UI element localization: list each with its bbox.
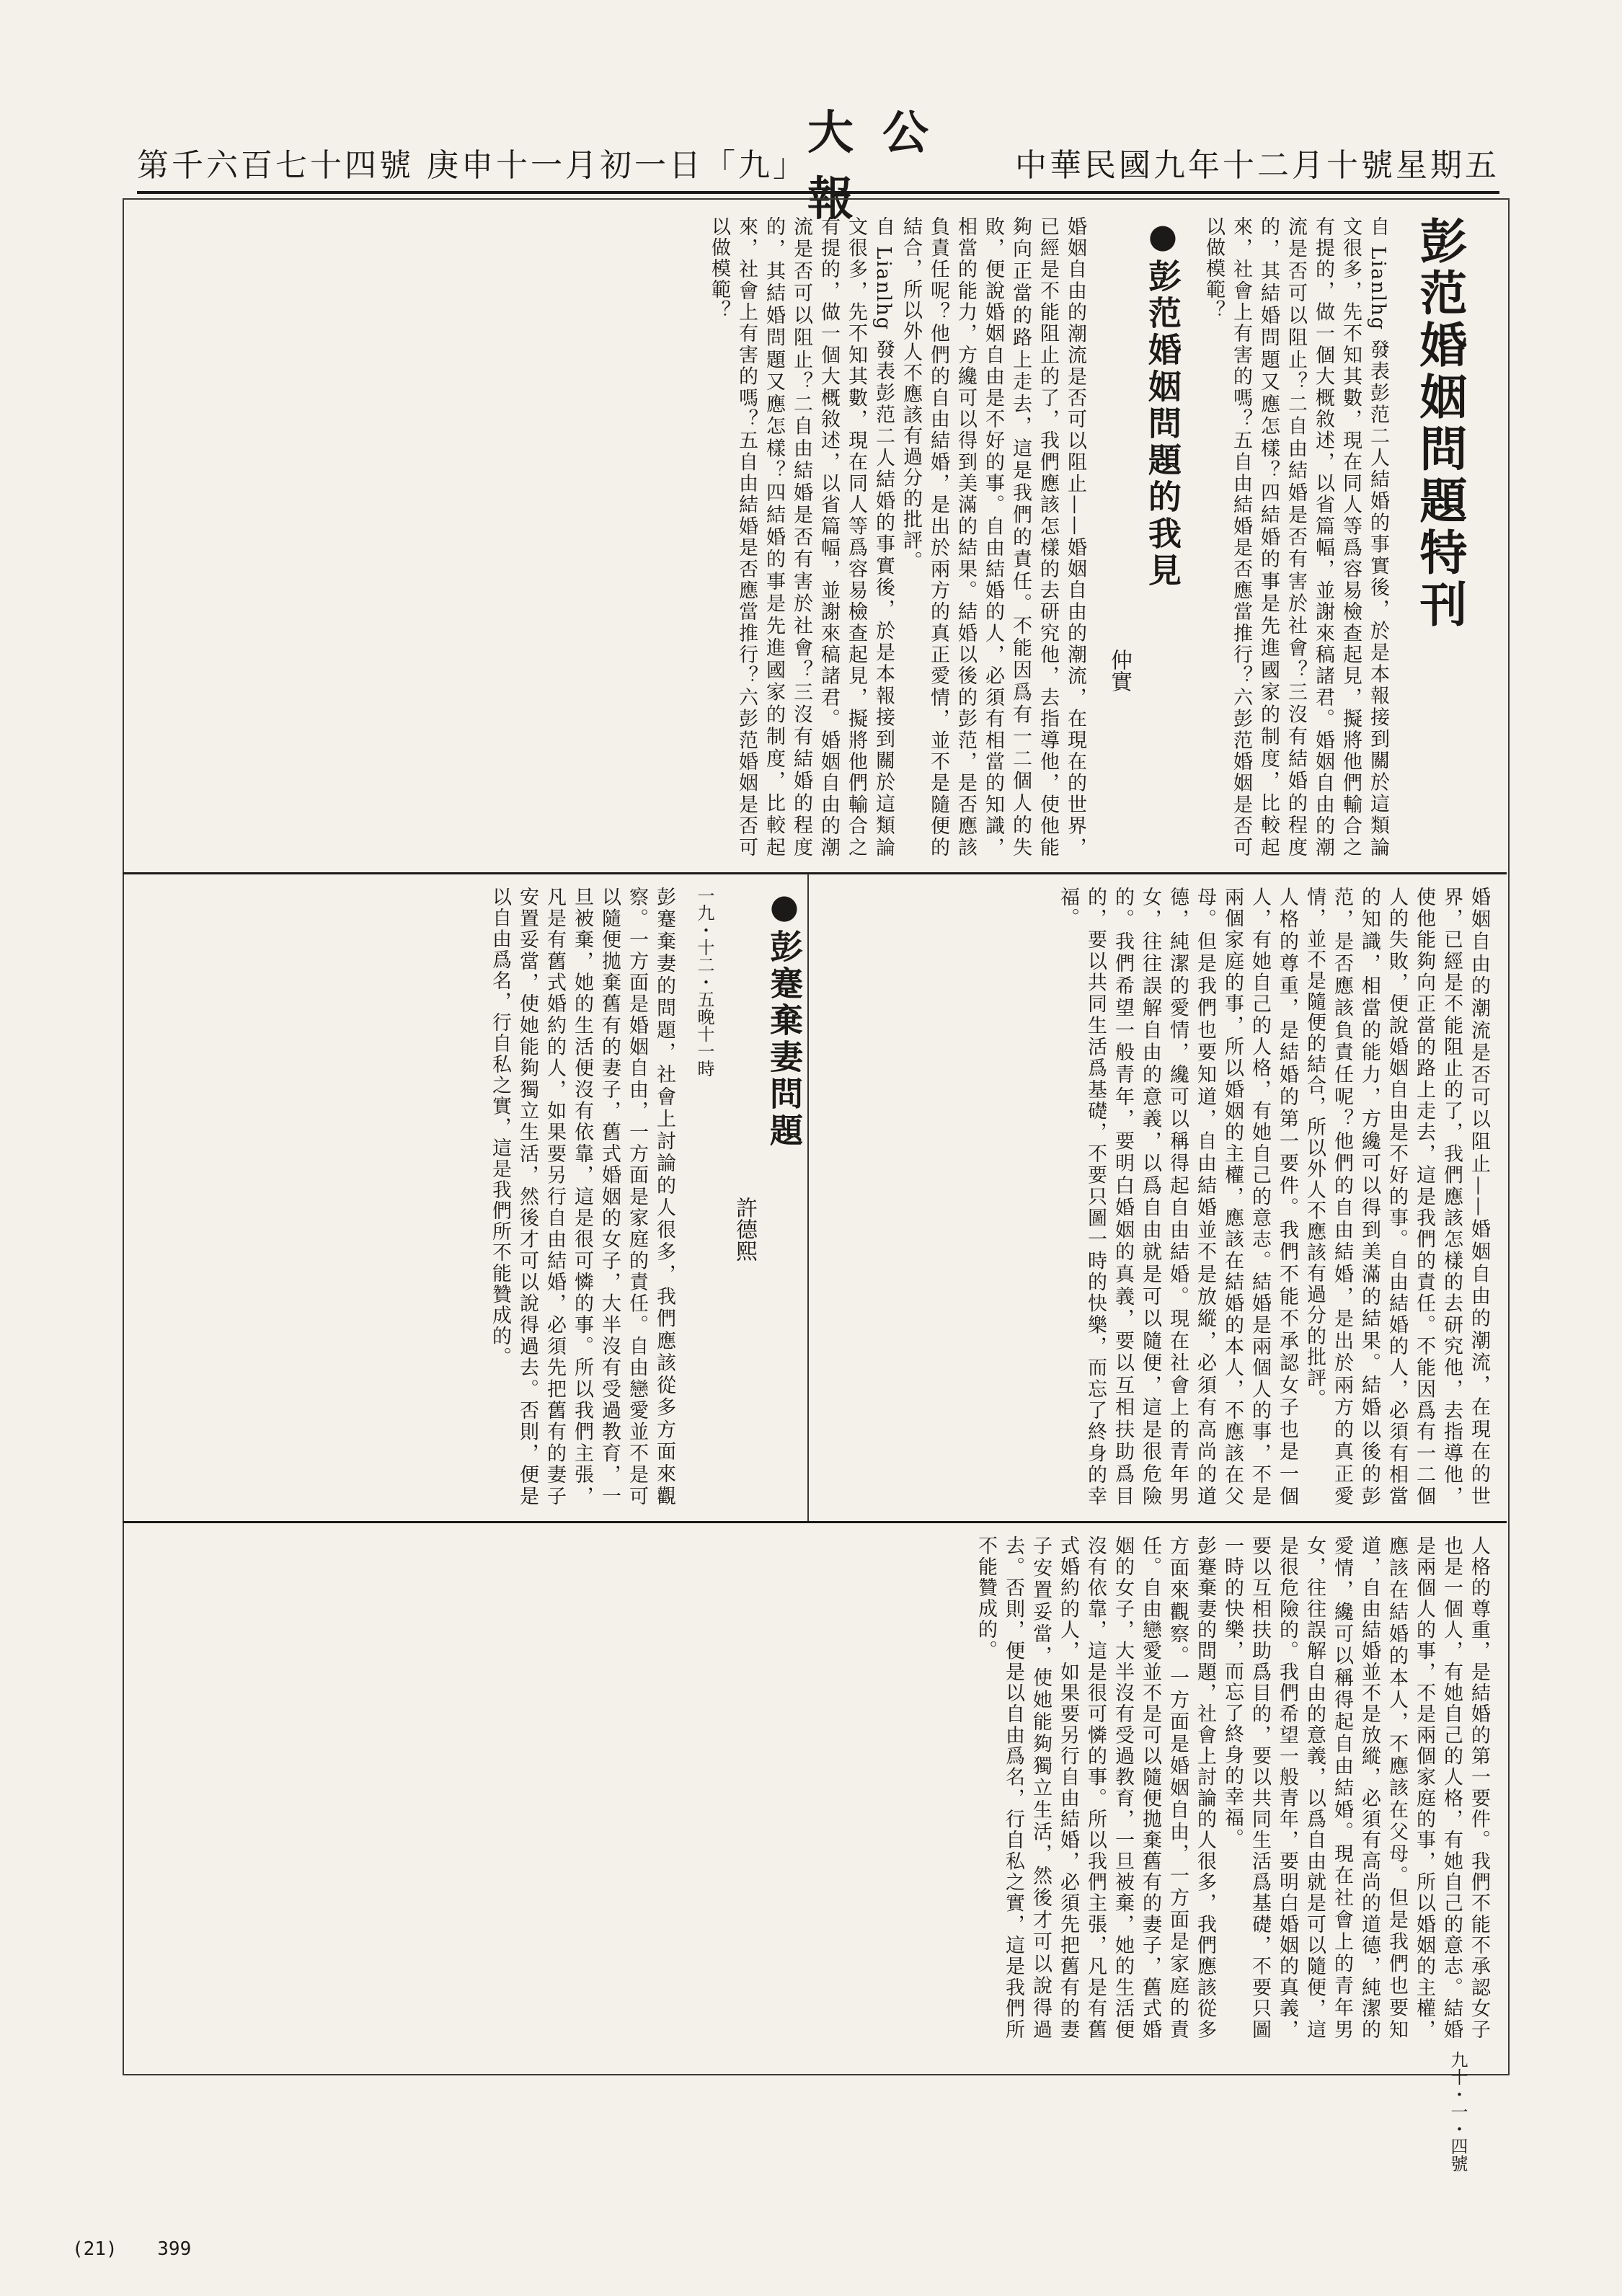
section1-author: 仲實 [1107,649,1132,692]
intro-text: 自 Lianlhg 發表彭范二人結婚的事實後，於是本報接到關於這類論文很多，先不知其數，現在同人等爲容易檢查起見，擬將他們輸合之有提的，做一個大概敘述，以省篇幅，並謝來稿諸君。婚姻自由的潮流是否可以阻止？二自由結婚是否有害於社會？三沒有結婚的程度的，其結婚問題又應怎樣？四結婚的事是先進國家的制度，比較起來，社會上有害的嗎？五自由結婚是否應當推行？六彭范婚姻是否可以做模範？ [1202,216,1389,858]
bottom-columns [137,1535,1492,2040]
page-mark: 九十・一・四號 [1448,2051,1468,2172]
section2-text: 婚姻自由的潮流是否可以阻止——婚姻自由的潮流，在現在的世界，已經是不能阻止的了，我們應該怎樣的去研究他，去指導他，使他能夠向正當的路上走去，這是我們的責任。不能因爲有一二個人的失敗，便說婚姻自由是不好的事。自由結婚的人，必須有相當的知識，相當的能力，方纔可以得到美滿的結果。結婚以後的彭范，是否應該負責任呢？他們的自由結婚，是出於兩方的真正愛情，並不是隨便的結合，所以外人不應該有過分的批評。 [900,216,1086,858]
middle-right-columns [822,887,1492,1507]
article2-title: ●彭蹇棄妻問題 [765,887,804,1150]
intro-paragraph [1197,216,1391,858]
newspaper-brand: 大公報 [807,106,957,226]
section1-title: ●彭范婚姻問題的我見 [1143,216,1182,590]
middle-right-text-2: 人格的尊重，是結婚的第一要件。我們不能不承認女子也是一個人，有她自己的人格，有她自己的意志。結婚是兩個人的事，不是兩個家庭的事，所以婚姻的主權，應該在結婚的本人，不應該在父母。但是我們也要知道，自由結婚並不是放縱，必須有高尚的道德，純潔的愛情，纔可以稱得起自由結婚。現在社會上的青年男女，往往誤解自由的意義，以爲自由就是可以隨便，這是很危險的。我們希望一般青年，要明白婚姻的真義，要以互相扶助爲目的，要以共同生活爲基礎，不要只圖一時的快樂，而忘了終身的幸福。 [1057,887,1298,1507]
article2-dateline: 一九・十二・五晚十一時 [694,887,714,1077]
bottom-text-2: 彭蹇棄妻的問題，社會上討論的人很多，我們應該從多方面來觀察。一方面是婚姻自由，一方面是家庭的責任。自由戀愛並不是可以隨便拋棄舊有的妻子，舊式婚姻的女子，大半沒有受過教育，一旦被棄，她的生活便沒有依靠，這是很可憐的事。所以我們主張，凡是有舊式婚約的人，如果要另行自由結婚，必須先把舊有的妻子安置妥當，使她能夠獨立生活，然後才可以說得過去。否則，便是以自由爲名，行自私之實，這是我們所不能贊成的。 [975,1535,1216,2040]
section-divider-top [123,872,1507,874]
special-issue-title: 彭范婚姻問題特刊 [1412,216,1468,631]
section2-continued: 自 Lianlhg 發表彭范二人結婚的事實後，於是本報接到關於這類論文很多，先不知其數，現在同人等爲容易檢查起見，擬將他們輸合之有提的，做一個大概敘述，以省篇幅，並謝來稿諸君。婚姻自由的潮流是否可以阻止？二自由結婚是否有害於社會？三沒有結婚的程度的，其結婚問題又應怎樣？四結婚的事是先進國家的制度，比較起來，社會上有害的嗎？五自由結婚是否應當推行？六彭范婚姻是否可以做模範？ [708,216,895,858]
page-footer [72,2238,220,2260]
footer-volume: (21) [72,2238,118,2260]
footer-page-number: 399 [157,2238,192,2260]
middle-right-text: 婚姻自由的潮流是否可以阻止——婚姻自由的潮流，在現在的世界，已經是不能阻止的了，我們應該怎樣的去研究他，去指導他，使他能夠向正當的路上走去，這是我們的責任。不能因爲有一二個人的失敗，便說婚姻自由是不好的事。自由結婚的人，必須有相當的知識，相當的能力，方纔可以得到美滿的結果。結婚以後的彭范，是否應該負責任呢？他們的自由結婚，是出於兩方的真正愛情，並不是隨便的結合，所以外人不應該有過分的批評。 [1303,887,1490,1507]
section-divider-bottom [123,1521,1507,1523]
bottom-text: 人格的尊重，是結婚的第一要件。我們不能不承認女子也是一個人，有她自己的人格，有她自己的意志。結婚是兩個人的事，不是兩個家庭的事，所以婚姻的主權，應該在結婚的本人，不應該在父母。但是我們也要知道，自由結婚並不是放縱，必須有高尚的道德，純潔的愛情，纔可以稱得起自由結婚。現在社會上的青年男女，往往誤解自由的意義，以爲自由就是可以隨便，這是很危險的。我們希望一般青年，要明白婚姻的真義，要以互相扶助爲目的，要以共同生活爲基礎，不要只圖一時的快樂，而忘了終身的幸福。 [1221,1535,1490,2040]
section2-body [137,216,1089,858]
masthead [137,106,1499,226]
masthead-date-right: 中華民國九年十二月十號星期五 [1015,147,1499,184]
article2-body [137,887,678,1507]
article2-author: 許德熙 [732,1197,757,1262]
masthead-date-left: 第千六百七十四號 庚申十一月初一日「九」 [137,147,807,184]
article2-text: 彭蹇棄妻的問題，社會上討論的人很多，我們應該從多方面來觀察。一方面是婚姻自由，一方面是家庭的責任。自由戀愛並不是可以隨便拋棄舊有的妻子，舊式婚姻的女子，大半沒有受過教育，一旦被棄，她的生活便沒有依靠，這是很可憐的事。所以我們主張，凡是有舊式婚約的人，如果要另行自由結婚，必須先把舊有的妻子安置妥當，使她能夠獨立生活，然後才可以說得過去。否則，便是以自由爲名，行自私之實，這是我們所不能贊成的。 [489,887,675,1507]
